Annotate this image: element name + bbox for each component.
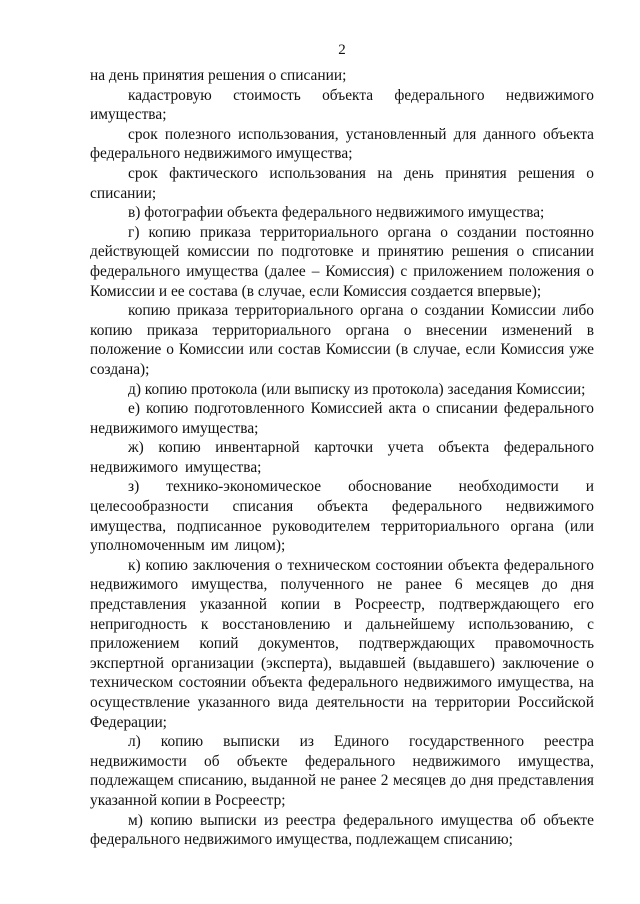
paragraph-continuation: на день принятия решения о списании;: [90, 67, 347, 84]
paragraph-cadastral-value: кадастровую стоимость объекта федерального недвижимого имущества;: [90, 86, 594, 124]
paragraph-item-l: л) копию выписки из Единого государственного реестра недвижимости об объекте федерального недвижимого имущества, подлежащем списанию, выданной не ранее 2 месяцев до дня представления указанной копии в Росреестр;: [90, 733, 594, 809]
paragraph-item-v: в) фотографии объекта федерального недвижимого имущества;: [128, 204, 545, 222]
paragraph-item-zh: ж) копию инвентарной карточки учета объекта федерального недвижимого имущества;: [90, 439, 594, 476]
paragraph-item-g: г) копию приказа территориального органа о создании постоянно действующей комиссии по подготовке и принятию решения о списании федерального имущества (далее – Комиссия) с приложением положения о Комиссии и ее состава (в случае, если Комиссия создается впервые);: [90, 223, 594, 300]
paragraph-item-k: к) копию заключения о техническом состоянии объекта федерального недвижимого имущества, полученного не ранее 6 месяцев до дня представления указанной копии в Росреестр, подтверждающего его непригодность к восстановлению и дальнейшему использованию, с приложением копий документов, подтверждающих правомочность экспертной организации (эксперта), выдавшей (выдавшего) заключение о техническом состоянии объекта федерального недвижимого имущества, на осуществление указанного вида деятельности на территории Российской Федерации;: [90, 556, 594, 731]
paragraph-actual-use: срок фактического использования на день принятия решения о списании;: [90, 164, 594, 202]
paragraph-useful-life: срок полезного использования, установленный для данного объекта федерального недвижимого имущества;: [90, 125, 594, 163]
paragraph-item-e: е) копию подготовленного Комиссией акта о списании федерального недвижимого имущества;: [90, 400, 594, 437]
page-number: 2: [338, 42, 346, 58]
paragraph-item-z: з) технико-экономическое обоснование необходимости и целесообразности списания объекта федерального недвижимого имущества, подписанное руководителем территориального органа (или уполномоченным им лицом);: [90, 478, 594, 555]
paragraph-commission-order: копию приказа территориального органа о создании Комиссии либо копию приказа территориального органа о внесении изменений в положение о Комиссии или состав Комиссии (в случае, если Комиссия уже создана);: [90, 302, 594, 378]
paragraph-item-m: м) копию выписки из реестра федерального имущества об объекте федерального недвижимого имущества, подлежащем списанию;: [90, 811, 594, 849]
paragraph-item-d: д) копию протокола (или выписку из протокола) заседания Комиссии;: [128, 380, 586, 398]
